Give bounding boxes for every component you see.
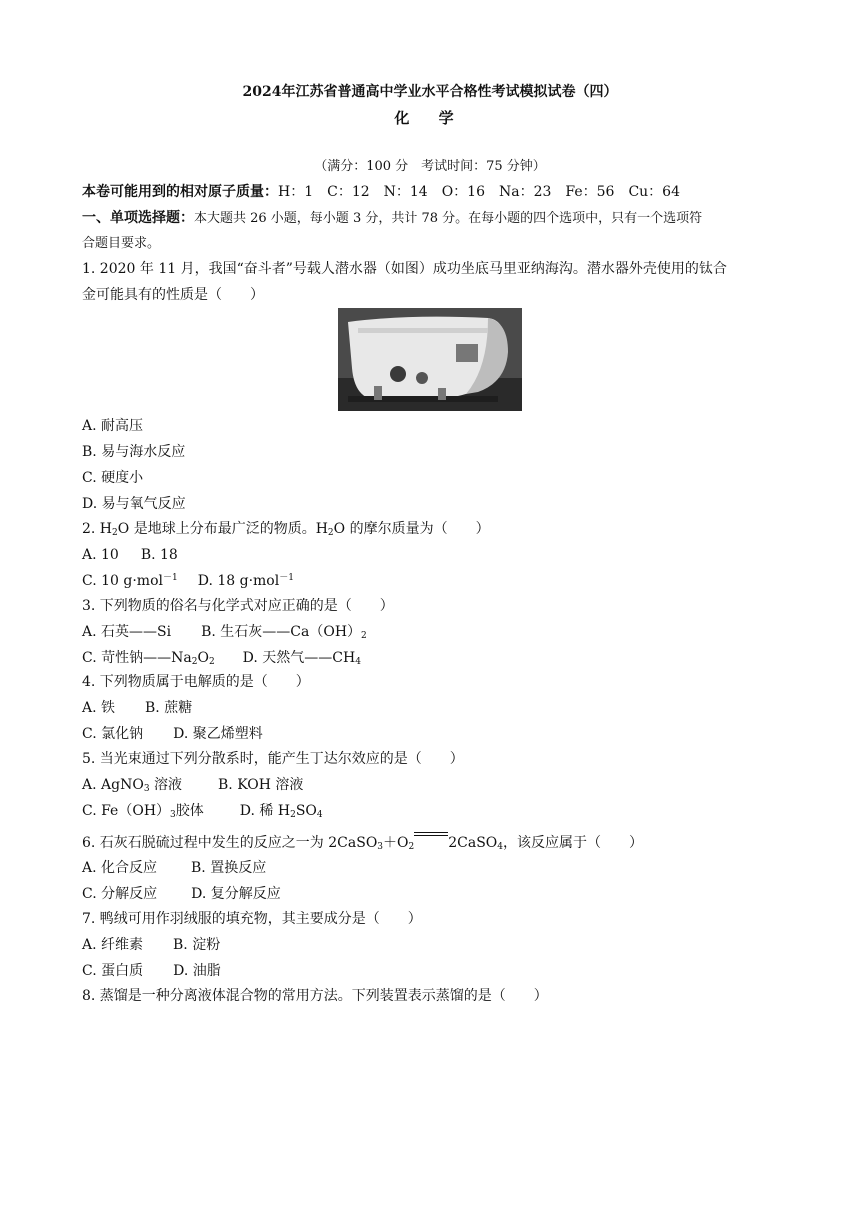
- q5-options-row2: [82, 802, 323, 820]
- q5-options-row1: [82, 776, 303, 794]
- q7-option-d: D. 油脂: [173, 963, 221, 979]
- q3-option-c: [82, 650, 215, 666]
- atomic-mass-values: H：1 C：12 N：14 O：16 Na：23 Fe：56 Cu：64: [278, 184, 681, 200]
- subscript: 4: [497, 842, 504, 852]
- q6-stem-part1: 6. 石灰石脱硫过程中发生的反应之一为 2CaSO: [82, 835, 378, 851]
- subscript: 3: [170, 810, 176, 820]
- q7-stem: 7. 鸭绒可用作羽绒服的填充物，其主要成分是（ ）: [82, 911, 422, 927]
- q5-option-b: B. KOH 溶液: [218, 777, 304, 793]
- q3-option-b: [201, 624, 367, 640]
- q2-stem-part1: 2. H: [82, 521, 113, 537]
- q3-option-a: A. 石英——Si: [82, 624, 172, 640]
- q6-options-row1: [82, 859, 266, 877]
- superscript: －1: [279, 573, 294, 583]
- exam-title: 2024年江苏省普通高中学业水平合格性考试模拟试卷（四）: [242, 84, 618, 100]
- q5-option-c: [82, 803, 204, 819]
- q6-option-c: C. 分解反应: [82, 886, 158, 902]
- q4-option-a: A. 铁: [82, 700, 116, 716]
- subscript: 2: [408, 842, 415, 852]
- q2-option-c-text: C. 10 g·mol: [82, 573, 163, 589]
- section1-instruction: 本大题共 26 小题，每小题 3 分，共计 78 分。在每小题的四个选项中，只有一个选项符: [194, 211, 703, 226]
- q7-options-row1: [82, 936, 220, 954]
- q3-options-row2: [82, 649, 361, 667]
- q3-option-d: [243, 650, 361, 666]
- q5-option-d-text: D. 稀 H: [239, 803, 291, 819]
- q1-stem-line1: 1. 2020 年 11 月，我国“奋斗者”号载人潜水器（如图）成功坐底马里亚纳海沟。潜水器外壳使用的钛合: [82, 261, 727, 277]
- subscript: 3: [143, 784, 150, 794]
- q6-option-b: B. 置换反应: [191, 860, 267, 876]
- q3-option-c-text: C. 苛性钠——Na: [82, 650, 192, 666]
- subscript: 2: [290, 810, 296, 820]
- q3-options-row1: [82, 623, 367, 641]
- q2-options-row2: [82, 572, 294, 590]
- q1-stem-line2: 金可能具有的性质是（ ）: [82, 287, 264, 303]
- q2-stem-part2: O 是地球上分布最广泛的物质。H: [117, 521, 328, 537]
- q6-stem: [82, 834, 643, 852]
- q2-option-d: [198, 573, 294, 589]
- q3-option-d-text: D. 天然气——CH: [242, 650, 356, 666]
- q7-option-a: A. 纤维素: [82, 937, 144, 953]
- q3-option-c-text2: O: [197, 650, 209, 666]
- subscript: 2: [112, 528, 118, 538]
- q6-option-a: A. 化合反应: [82, 860, 158, 876]
- q4-option-c: C. 氯化钠: [82, 726, 144, 742]
- section1-instruction-line2: 合题目要求。: [82, 236, 161, 251]
- subscript: 2: [208, 657, 215, 667]
- subscript: 3: [377, 842, 384, 852]
- exam-meta: （满分：100 分 考试时间：75 分钟）: [314, 159, 546, 174]
- q7-options-row2: [82, 962, 221, 980]
- q2-stem-part3: O 的摩尔质量为（ ）: [333, 521, 490, 537]
- q2-option-c: [82, 573, 178, 589]
- q5-option-a: [82, 777, 182, 793]
- q3-stem: 3. 下列物质的俗名与化学式对应正确的是（ ）: [82, 598, 394, 614]
- q1-option-a: A. 耐高压: [82, 418, 144, 434]
- q6-options-row2: [82, 885, 281, 903]
- q7-option-b: B. 淀粉: [173, 937, 221, 953]
- q4-option-b: B. 蔗糖: [145, 700, 193, 716]
- q5-option-a-text: A. AgNO: [82, 777, 144, 793]
- q6-stem-part3: 2CaSO: [448, 835, 498, 851]
- q4-option-d: D. 聚乙烯塑料: [173, 726, 263, 742]
- q2-stem: [82, 520, 490, 538]
- superscript: －1: [162, 573, 178, 583]
- q5-option-d-text2: SO: [295, 803, 317, 819]
- q1-option-c: C. 硬度小: [82, 470, 144, 486]
- q2-options-row1: [82, 546, 178, 564]
- q4-stem: 4. 下列物质属于电解质的是（ ）: [82, 674, 310, 690]
- subscript: 2: [327, 528, 334, 538]
- subscript: 4: [316, 810, 323, 820]
- q6-stem-part4: ，该反应属于（ ）: [503, 835, 644, 851]
- q3-option-b-text: B. 生石灰——Ca（OH）: [201, 624, 362, 640]
- subscript: 2: [361, 631, 367, 641]
- q5-option-c-text: C. Fe（OH）: [82, 803, 171, 819]
- q5-option-c-text2: 胶体: [175, 803, 204, 819]
- q5-stem: 5. 当光束通过下列分散系时，能产生丁达尔效应的是（ ）: [82, 751, 464, 767]
- subject-title: 化 学: [394, 109, 466, 127]
- section1-heading: 一、单项选择题：: [82, 210, 194, 226]
- subscript: 2: [191, 657, 198, 667]
- atomic-mass-line: [82, 183, 680, 201]
- q6-stem-part2: ＋O: [383, 835, 409, 851]
- q2-option-b: B. 18: [140, 547, 178, 563]
- q6-option-d: D. 复分解反应: [191, 886, 281, 902]
- equals-sign-icon: [414, 836, 448, 850]
- q8-stem: 8. 蒸馏是一种分离液体混合物的常用方法。下列装置表示蒸馏的是（ ）: [82, 988, 548, 1004]
- q2-option-d-text: D. 18 g·mol: [197, 573, 280, 589]
- q2-option-a: A. 10: [82, 547, 119, 563]
- q5-option-d: [240, 803, 323, 819]
- submersible-photo: [338, 308, 522, 411]
- subscript: 4: [355, 657, 361, 667]
- atomic-mass-label: 本卷可能用到的相对原子质量：: [82, 184, 278, 200]
- q7-option-c: C. 蛋白质: [82, 963, 144, 979]
- q1-option-b: B. 易与海水反应: [82, 444, 186, 460]
- q4-options-row1: [82, 699, 192, 717]
- q4-options-row2: [82, 725, 263, 743]
- section1-instruction-line1: [82, 209, 702, 228]
- q1-option-d: D. 易与氧气反应: [82, 496, 186, 512]
- q5-option-a-text2: 溶液: [149, 777, 182, 793]
